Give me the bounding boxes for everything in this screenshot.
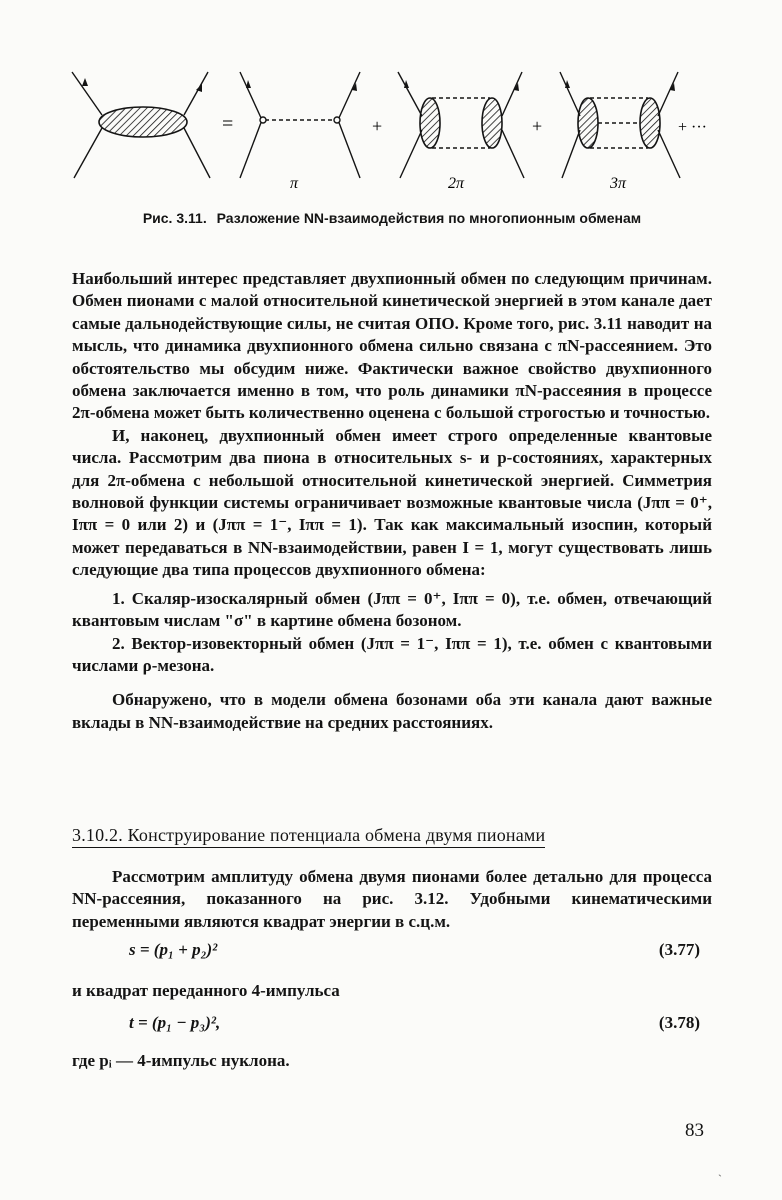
equation-number: (3.78) [658, 1013, 700, 1032]
diagram-three-pion [560, 72, 680, 178]
feynman-diagram-figure [60, 60, 720, 200]
plus-sign-1: + [372, 116, 383, 136]
margin-mark: ˎ [718, 1163, 722, 1177]
diagram-svg [60, 60, 720, 200]
equation-formula: s = (p₁ + p₂)² [129, 940, 218, 959]
equation-number: (3.77) [658, 940, 700, 959]
line-between: и квадрат переданного 4-импульса [72, 981, 340, 1000]
label-2pi: 2π [448, 175, 465, 192]
paragraph-1: Наибольший интерес представляет двухпионный обмен по следующим причинам. Обмен пионами с малой относительной кинетической энергией в этом канале дает самые дальнодействующие силы, не считая ОПО. Кроме того, рис. 3.11 наводит на мысль, что динамика двухпионного обмена сильно связана с πN-рассеянием. Это обстоятельство мы обсудим ниже. Фактически важное свойство двухпионного обмена заключается именно в том, что роль динамики πN-рассеяния в процессе 2π-обмена может быть количественно оценена с большой строгостью и точностью. [72, 269, 712, 423]
figure-caption [72, 210, 712, 226]
paragraph-3: Обнаружено, что в модели обмена бозонами оба эти канала дают важные вклады в NN-взаимодействие на средних расстояниях. [72, 690, 712, 732]
label-3pi: 3π [610, 175, 627, 192]
line-after: где pᵢ — 4-импульс нуклона. [72, 1051, 290, 1070]
paragraph-4: Рассмотрим амплитуду обмена двумя пионами более детально для процесса NN-рассеяния, показанного на рис. 3.12. Удобными кинематическими переменными являются квадрат энергии в с.ц.м. [72, 867, 712, 931]
equals-sign: = [222, 113, 234, 135]
diagram-blob [72, 72, 210, 178]
body-text-block-1 [72, 268, 712, 734]
plus-ellipsis: + ··· [678, 119, 708, 136]
diagram-two-pion [398, 72, 524, 178]
list-item-2: 2. Вектор-изовекторный обмен (Jππ = 1⁻, Iππ = 1), т.е. обмен с квантовыми числами ρ-мезона. [72, 633, 712, 675]
body-line-after [72, 1050, 712, 1072]
plus-sign-2: + [532, 116, 543, 136]
list-item-1: 1. Скаляр-изоскалярный обмен (Jππ = 0⁺, Iππ = 0), т.е. обмен, отвечающий квантовым числам "σ" в картине обмена бозоном. [72, 588, 712, 631]
diagram-one-pion [240, 72, 360, 178]
section-heading: 3.10.2. Конструирование потенциала обмена двумя пионами [72, 825, 545, 848]
body-text-block-2 [72, 866, 712, 933]
body-line-between [72, 980, 712, 1002]
equation-formula: t = (p₁ − p₃)², [129, 1013, 221, 1032]
caption-text: Разложение NN-взаимодействия по многопионным обменам [216, 210, 642, 226]
page-number: 83 [685, 1120, 704, 1141]
caption-label: Рис. 3.11. [142, 210, 207, 226]
label-pi: π [290, 175, 299, 192]
paragraph-2: И, наконец, двухпионный обмен имеет строго определенные квантовые числа. Рассмотрим два пиона в относительных s- и p-состояниях, характерных для 2π-обмена с небольшой относительной кинетической энергией. Симметрия волновой функции системы ограничивает возможные квантовые числа (Jππ = 0⁺, Iππ = 0 или 2) и (Jππ = 1⁻, Iππ = 1). Так как максимальный изоспин, который может передаваться в NN-взаимодействии, равен I = 1, могут существовать лишь следующие два типа процессов двухпионного обмена: [72, 425, 712, 580]
